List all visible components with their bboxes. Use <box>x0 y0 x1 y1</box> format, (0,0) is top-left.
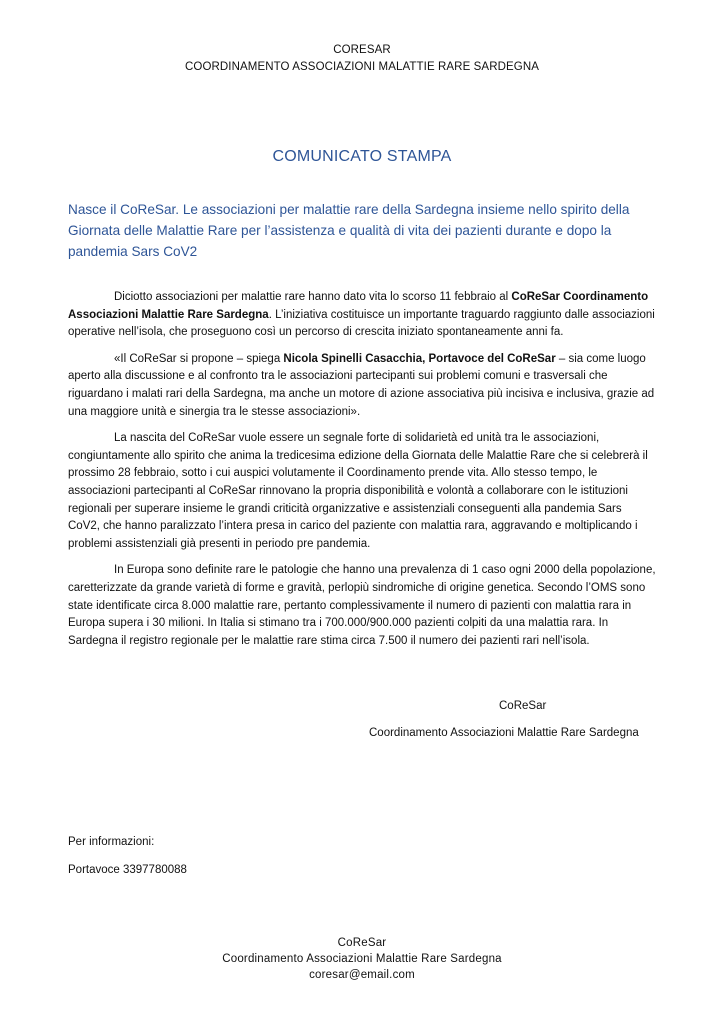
body-text <box>68 289 656 659</box>
letterhead <box>0 42 724 76</box>
paragraph-3: La nascita del CoReSar vuole essere un segnale forte di solidarietà ed unità tra le associazioni, congiuntamente allo spirito che anima la tredicesima edizione della Giornata delle Malattie Rare che si celebrerà il prossimo 28 febbraio, sotto i cui auspici volutamente il Coordinamento prende vita. Allo stesso tempo, le associazioni partecipanti al CoReSar rinnovano la propria disponibilità e volontà a collaborare con le istituzioni regionali per superare insieme le grandi criticità organizzative e assistenziali conseguenti alla pandemia Sars CoV2, che hanno paralizzato l’intera presa in carico del paziente con malattia rara, aggravando e moltiplicando i problemi assistenziali già presenti in periodo pre pandemia. <box>68 432 648 550</box>
letterhead-acronym: CORESAR <box>333 44 391 56</box>
spokesperson-phone: Portavoce 3397780088 <box>68 864 187 876</box>
letterhead-full-name: COORDINAMENTO ASSOCIAZIONI MALATTIE RARE SARDEGNA <box>185 61 539 73</box>
footer-email: coresar@email.com <box>309 969 415 981</box>
paragraph-4: In Europa sono definite rare le patologie che hanno una prevalenza di 1 caso ogni 2000 della popolazione, caretterizzate da grande varietà di forme e gravità, perlopiù sindromiche di origine genetica. Secondo l’OMS sono state identificate circa 8.000 malattie rare, pertanto complessivamente il numero di pazienti con malattia rara in Europa supera i 30 milioni. In Italia si stimano tra i 700.000/900.000 pazienti colpiti da una malattia rara. In Sardegna il registro regionale per le malattie rare stima circa 7.500 il numero dei pazienti rari nell’isola. <box>68 564 656 647</box>
footer <box>0 935 724 983</box>
coresar-name-bold: CoReSar Coordinamento Associazioni Malattie Rare Sardegna <box>68 291 649 321</box>
document-title: COMUNICATO STAMPA <box>272 148 452 165</box>
footer-full-name: Coordinamento Associazioni Malattie Rare Sardegna <box>222 953 502 965</box>
paragraph-1: Diciotto associazioni per malattie rare hanno dato vita lo scorso 11 febbraio al CoReSar Coordinamento Associazioni Malattie Rare Sardegna. L’iniziativa costituisce un importante traguardo raggiunto dalle associazioni operative nell’isola, che proseguono così un percorso di crescita iniziato spontaneamente anni fa. <box>68 291 655 339</box>
paragraph-2: «Il CoReSar si propone – spiega Nicola Spinelli Casacchia, Portavoce del CoReSar – sia come luogo aperto alla discussione e al confronto tra le associazioni partecipanti sui problemi comuni e trasversali che riguardano i malati rari della Sardegna, ma anche un motore di azione associativa più incisiva e inclusiva, grazie ad una maggiore unità e sinergia tra le stesse associazioni». <box>68 352 655 418</box>
footer-name: CoReSar <box>337 937 387 949</box>
info-label: Per informazioni: <box>68 836 155 848</box>
signature-name: CoReSar <box>499 700 547 712</box>
signature-full-name: Coordinamento Associazioni Malattie Rare Sardegna <box>369 727 639 739</box>
spokesperson-name-bold: Nicola Spinelli Casacchia, Portavoce del CoReSar <box>283 352 556 365</box>
headline: Nasce il CoReSar. Le associazioni per malattie rare della Sardegna insieme nello spirito della Giornata delle Malattie Rare per l’assistenza e qualità di vita dei pazienti durante e dopo la pandemia Sars CoV2 <box>68 202 630 259</box>
